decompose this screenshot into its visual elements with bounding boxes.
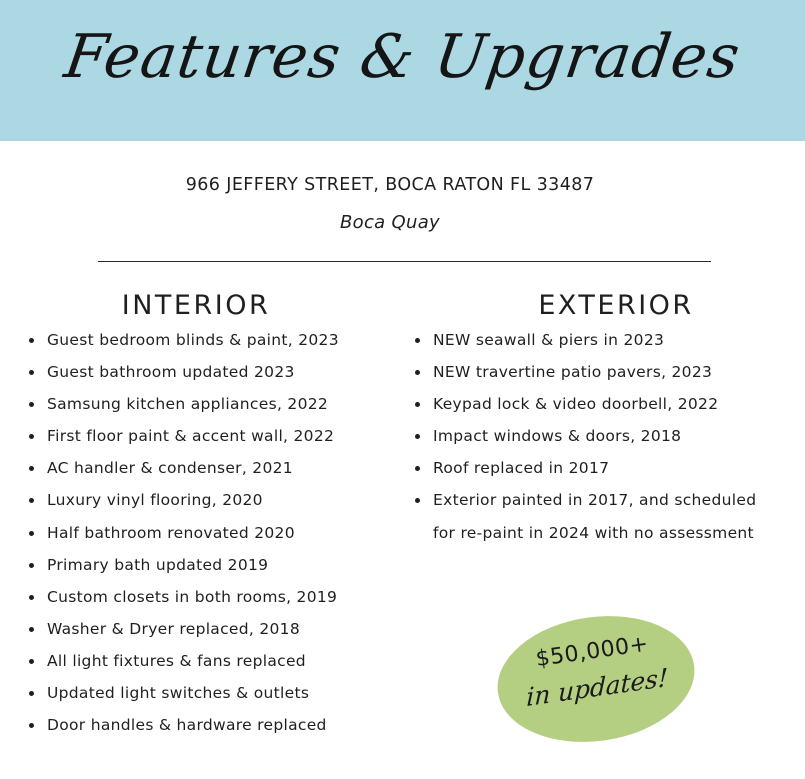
interior-feature-item: Luxury vinyl flooring, 2020: [29, 484, 339, 516]
interior-heading: INTERIOR: [121, 290, 271, 321]
exterior-heading: EXTERIOR: [538, 290, 694, 321]
exterior-feature-item: NEW travertine patio pavers, 2023: [415, 356, 756, 388]
community-name: Boca Quay: [340, 212, 440, 233]
exterior-feature-item: Keypad lock & video doorbell, 2022: [415, 388, 756, 420]
badge-amount: $50,000+: [534, 631, 651, 673]
interior-feature-item: Half bathroom renovated 2020: [29, 517, 339, 549]
header-banner: [0, 0, 805, 141]
interior-feature-item: Door handles & hardware replaced: [29, 709, 339, 741]
exterior-features-list: [415, 324, 756, 549]
exterior-feature-item: Roof replaced in 2017: [415, 452, 756, 484]
updates-badge: [489, 604, 702, 754]
interior-feature-item: AC handler & condenser, 2021: [29, 452, 339, 484]
interior-feature-item: All light fixtures & fans replaced: [29, 645, 339, 677]
exterior-feature-item: NEW seawall & piers in 2023: [415, 324, 756, 356]
interior-feature-item: Primary bath updated 2019: [29, 549, 339, 581]
property-address: 966 JEFFERY STREET, BOCA RATON FL 33487: [185, 175, 595, 195]
interior-feature-item: First floor paint & accent wall, 2022: [29, 420, 339, 452]
page-title: Features & Upgrades: [60, 22, 745, 92]
exterior-feature-item-continuation: for re-paint in 2024 with no assessment: [433, 523, 754, 542]
interior-feature-item: Guest bedroom blinds & paint, 2023: [29, 324, 339, 356]
interior-features-list: [29, 324, 339, 741]
interior-feature-item: Updated light switches & outlets: [29, 677, 339, 709]
interior-feature-item: Custom closets in both rooms, 2019: [29, 581, 339, 613]
exterior-feature-item: Exterior painted in 2017, and scheduled: [415, 484, 756, 516]
badge-note: in updates!: [525, 662, 669, 713]
section-divider: [98, 261, 711, 262]
interior-feature-item: Washer & Dryer replaced, 2018: [29, 613, 339, 645]
exterior-feature-item: Impact windows & doors, 2018: [415, 420, 756, 452]
interior-feature-item: Guest bathroom updated 2023: [29, 356, 339, 388]
interior-feature-item: Samsung kitchen appliances, 2022: [29, 388, 339, 420]
